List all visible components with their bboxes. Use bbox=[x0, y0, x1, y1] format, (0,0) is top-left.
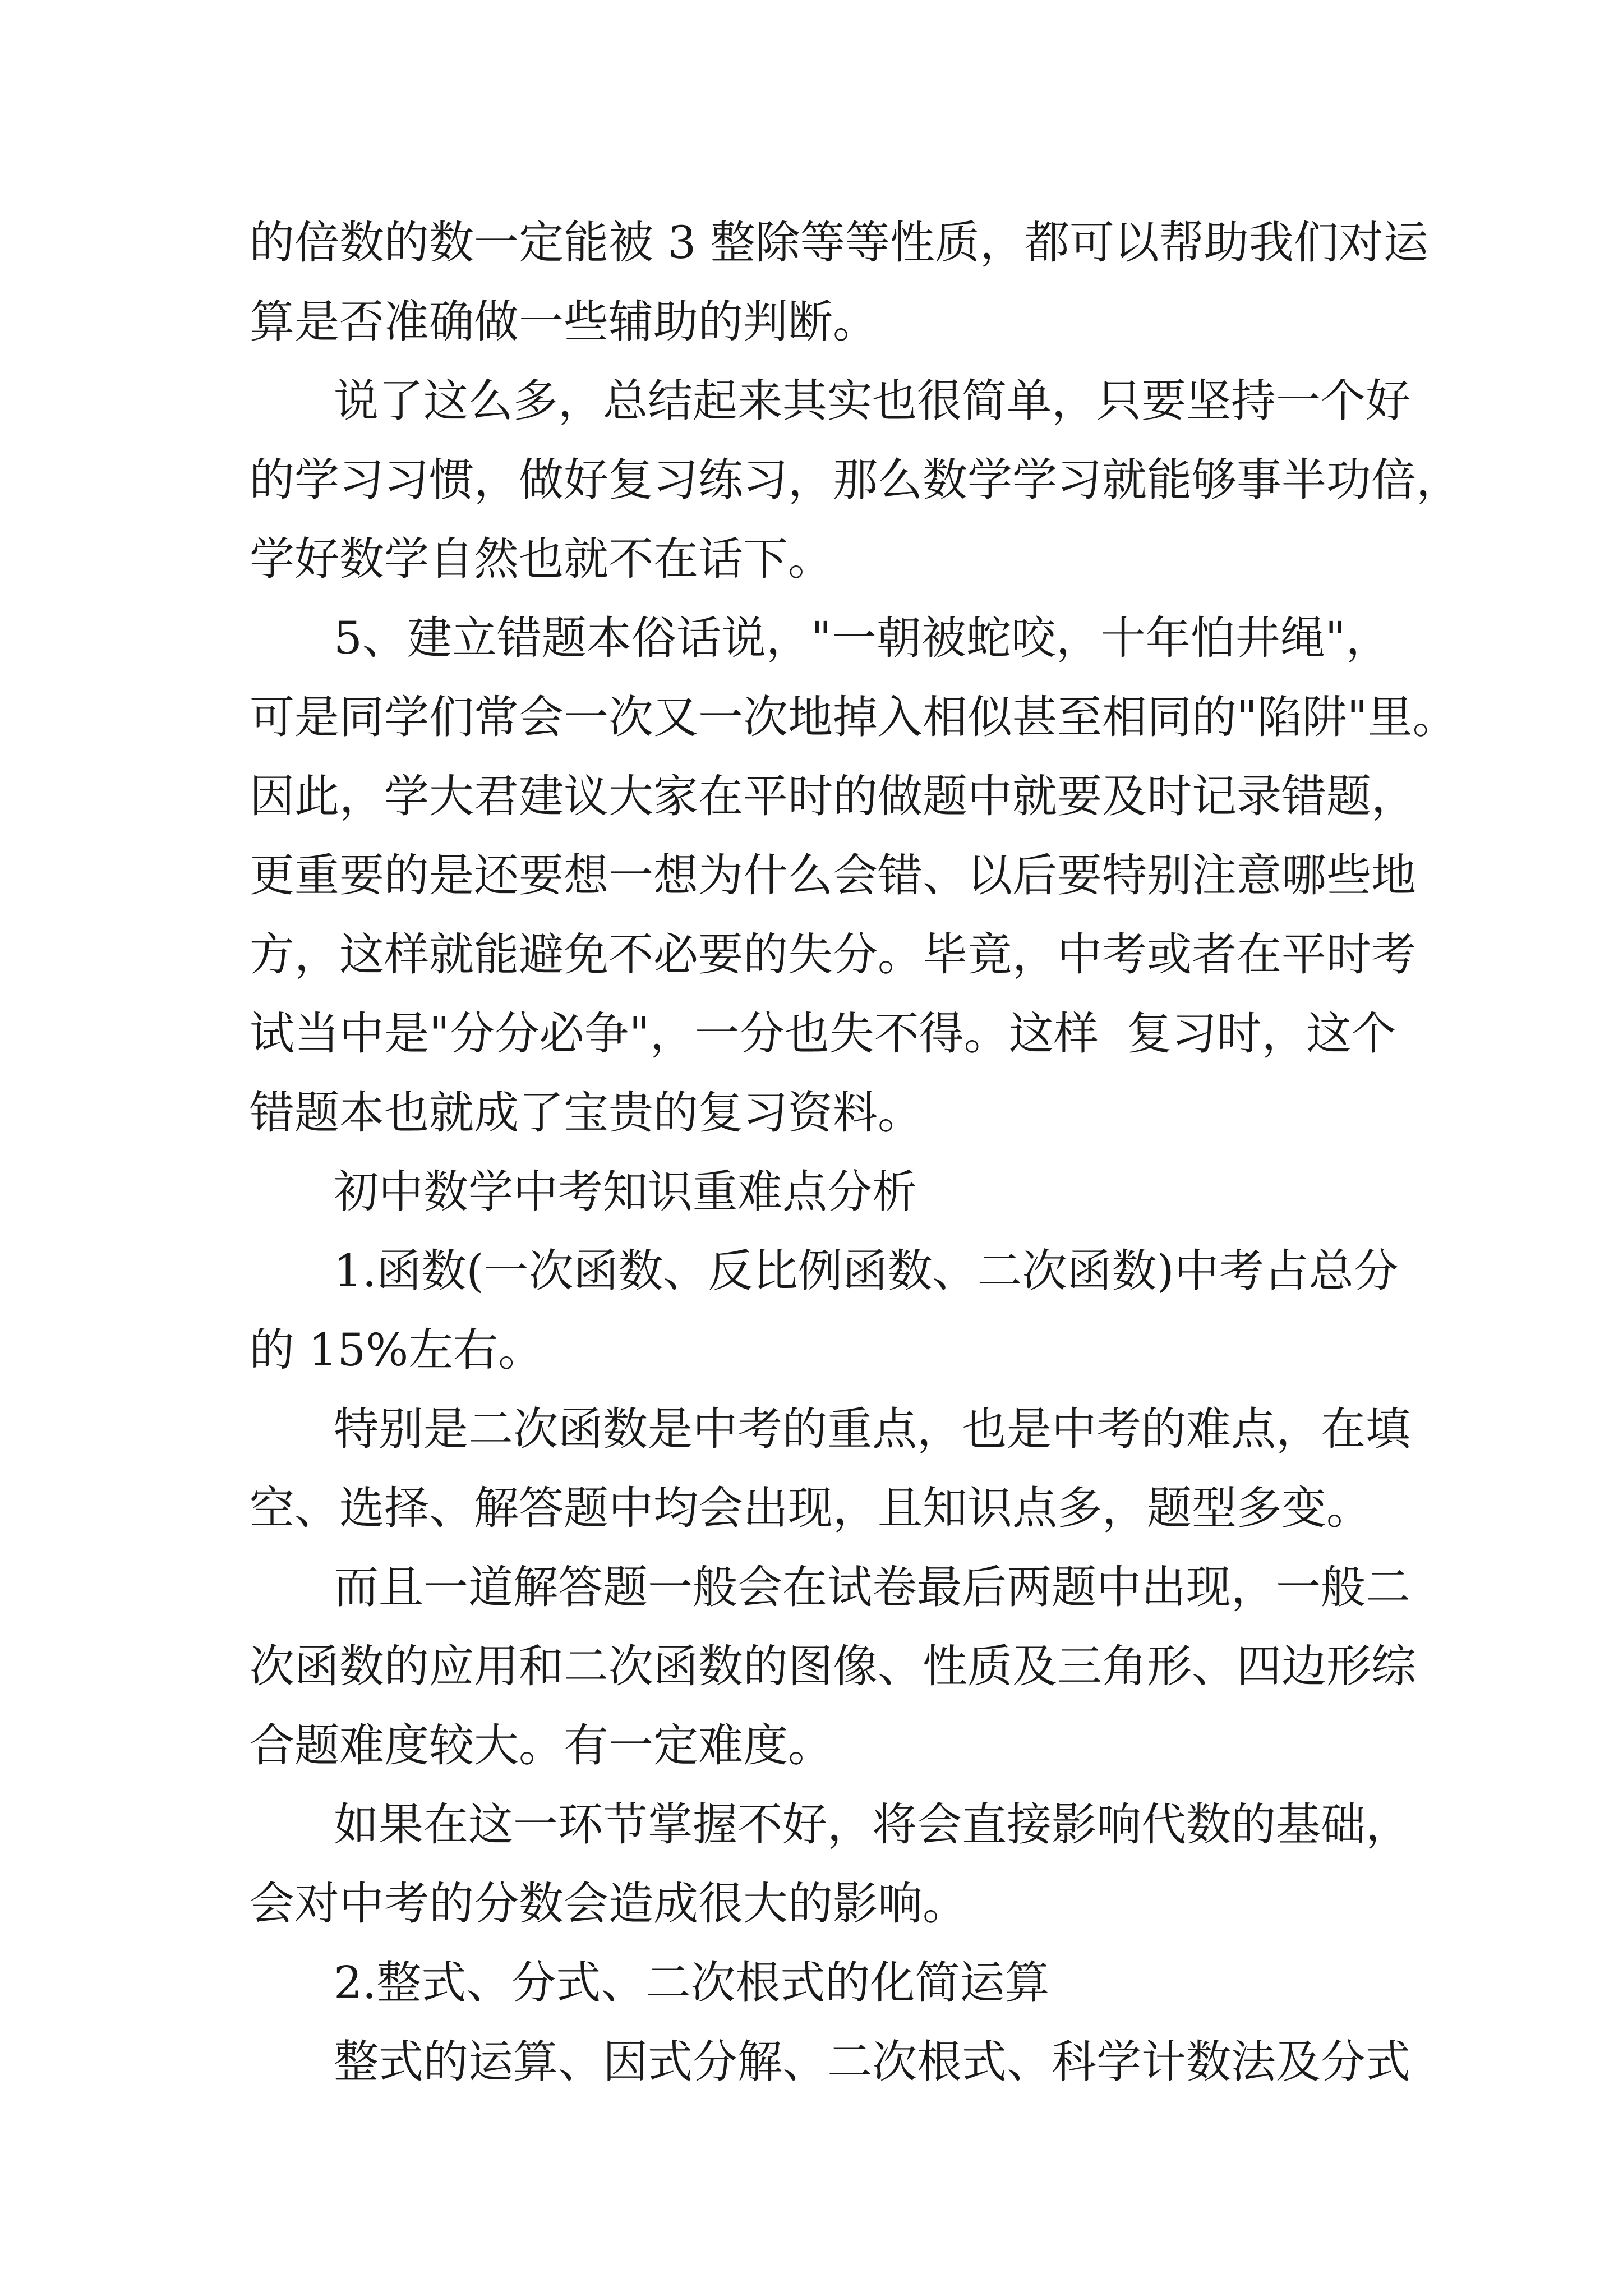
text-line: 方，这样就能避免不必要的失分。毕竟，中考或者在平时考 bbox=[250, 928, 1416, 981]
text-line: 算是否准确做一些辅助的判断。 bbox=[250, 296, 878, 348]
document-body bbox=[250, 203, 1461, 2101]
text-line: 因此，学大君建议大家在平时的做题中就要及时记录错题， bbox=[250, 770, 1416, 822]
text-line: 次函数的应用和二次函数的图像、性质及三角形、四边形综 bbox=[250, 1640, 1416, 1692]
text-line: 1.函数(一次函数、反比例函数、二次函数)中考占总分 bbox=[334, 1245, 1399, 1297]
text-line: 空、选择、解答题中均会出现，且知识点多，题型多变。 bbox=[250, 1482, 1371, 1534]
text-line: 特别是二次函数是中考的重点，也是中考的难点，在填 bbox=[334, 1403, 1410, 1455]
text-line: 整式的运算、因式分解、二次根式、科学计数法及分式 bbox=[334, 2036, 1410, 2088]
text-line: 的倍数的数一定能被 3 整除等等性质，都可以帮助我们对运 bbox=[250, 217, 1428, 269]
text-line: 学好数学自然也就不在话下。 bbox=[250, 533, 833, 585]
text-line: 可是同学们常会一次又一次地掉入相似甚至相同的"陷阱"里。 bbox=[250, 691, 1458, 743]
text-line: 如果在这一环节掌握不好，将会直接影响代数的基础， bbox=[334, 1798, 1410, 1851]
text-line: 5、建立错题本俗话说，"一朝被蛇咬，十年怕井绳"， bbox=[334, 612, 1391, 664]
text-line: 会对中考的分数会造成很大的影响。 bbox=[250, 1878, 967, 1930]
text-line: 2.整式、分式、二次根式的化简运算 bbox=[334, 1957, 1050, 2009]
text-line: 而且一道解答题一般会在试卷最后两题中出现，一般二 bbox=[334, 1561, 1410, 1613]
text-line: 错题本也就成了宝贵的复习资料。 bbox=[250, 1087, 923, 1139]
text-line: 说了这么多，总结起来其实也很简单，只要坚持一个好 bbox=[334, 375, 1410, 427]
text-line: 的学习习惯，做好复习练习，那么数学学习就能够事半功倍， bbox=[250, 454, 1461, 506]
text-line: 试当中是"分分必争"，一分也失不得。这样 复习时，这个 bbox=[250, 1007, 1396, 1060]
text-line: 的 15%左右。 bbox=[250, 1324, 543, 1376]
text-line: 合题难度较大。有一定难度。 bbox=[250, 1719, 833, 1772]
text-line: 更重要的是还要想一想为什么会错、以后要特别注意哪些地 bbox=[250, 849, 1416, 901]
section-heading: 初中数学中考知识重难点分析 bbox=[334, 1166, 917, 1218]
